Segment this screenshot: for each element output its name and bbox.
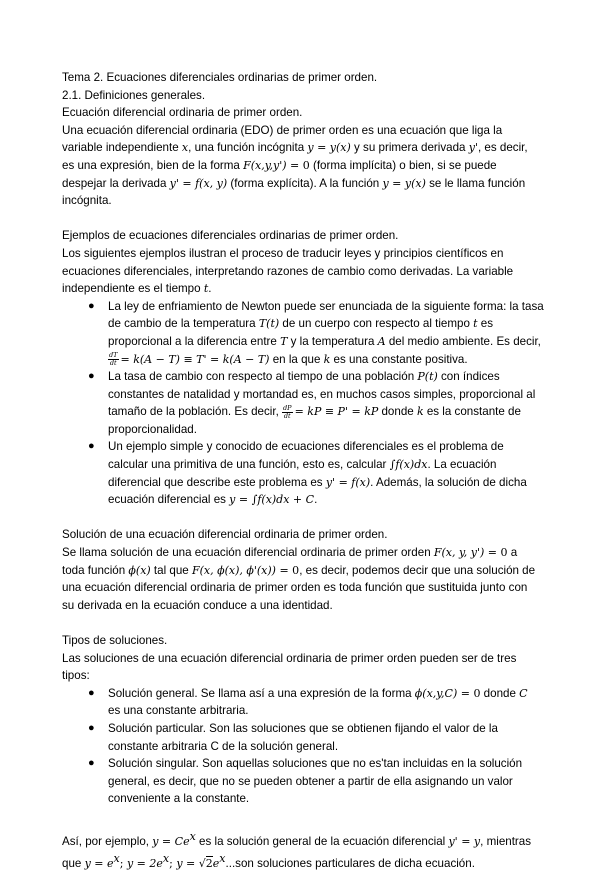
math-k: k: [416, 405, 424, 419]
math-y-eq: y =: [84, 857, 108, 871]
math-eq-zero: = 0: [457, 686, 481, 700]
list-item-line: proporcionalidad.: [108, 422, 197, 436]
subsection-heading-edo: Ecuación diferencial ordinaria de primer orden.: [62, 106, 303, 120]
math-t: t: [203, 282, 209, 296]
text-run: , es decir, podemos decir que una solución de: [299, 563, 536, 577]
math-x: x: [181, 141, 189, 155]
math-y-eq-yx: y = y(x): [382, 176, 426, 190]
fraction-dT-dt: $\frac{dT}{dt}$: [109, 350, 118, 367]
list-item-line: general, es decir, que no se pueden obtener a partir de ella asignando un valor: [108, 774, 513, 788]
text-run: Solución general. Se llama así a una expresión de la forma: [108, 686, 415, 700]
math-implicit-form: F(x, y, y'): [433, 546, 485, 560]
paragraph-line: Una ecuación diferencial ordinaria (EDO) de primer orden es una ecuación que liga la: [62, 123, 503, 137]
list-item-line: La ley de enfriamiento de Newton puede ser enunciada de la siguiente forma: la tasa: [108, 299, 544, 313]
blank-line: [62, 614, 552, 632]
list-item-line: constante arbitraria C de la solución general.: [108, 739, 339, 753]
list-item-line: [108, 685, 552, 703]
blank-line: [62, 808, 552, 826]
blank-line: [62, 210, 552, 228]
math-C: C: [519, 686, 528, 700]
text-run: a: [507, 546, 518, 560]
paragraph-line: [62, 157, 552, 175]
math-Pt: P(t): [417, 370, 438, 384]
list-item-line: constantes de natalidad y mortandad es, en muchos casos simples, proporcional al: [108, 387, 536, 401]
math-superscript-x: x: [219, 852, 226, 866]
text-run: se le llama función: [425, 176, 526, 190]
list-item-line: ecuación diferencial es y = ∫f(x)dx + C.: [108, 493, 318, 507]
text-run: con índices: [437, 370, 500, 384]
list-item-line: Solución particular. Son las soluciones que se obtienen fijando el valor de la: [108, 721, 498, 735]
text-run: proporcional a la diferencia entre: [108, 334, 281, 348]
paragraph-line: [62, 850, 552, 873]
examples-list: [62, 298, 552, 509]
list-item-line: [108, 315, 552, 333]
paragraph-line: una ecuación diferencial ordinaria de primer orden es toda función que sustituida junto con: [62, 581, 528, 595]
text-run: ...son soluciones particulares de dicha ecuación.: [225, 857, 475, 871]
math-yp-eq-fx: y' = f(x): [325, 475, 371, 489]
math-yp-eq-y: y' = y: [448, 834, 481, 848]
math-t: t: [473, 317, 478, 331]
math-sqrt-2: 2: [205, 857, 213, 871]
list-item-line: [108, 368, 552, 386]
text-run: independiente es el tiempo: [62, 282, 204, 296]
math-eq-zero: = 0: [286, 158, 310, 172]
paragraph-line: [62, 562, 552, 580]
paragraph-line: ecuaciones diferenciales, interpretando razones de cambio como derivadas. La variable: [62, 264, 514, 278]
text-run: , una función incógnita: [188, 141, 308, 155]
text-run: Se llama solución de una ecuación diferencial ordinaria de primer orden: [62, 546, 434, 560]
subsection-heading-solucion: Solución de una ecuación diferencial ordinaria de primer orden.: [62, 528, 388, 542]
text-run: es una expresión, bien de la forma: [62, 158, 244, 172]
math-eq-zero: = 0: [275, 563, 300, 577]
paragraph-line: [62, 544, 552, 562]
paragraph-line: [62, 828, 552, 851]
paragraph-line: su derivada en la ecuación conduce a una identidad.: [62, 598, 333, 612]
math-phi-xyC: ϕ(x,y,C): [414, 686, 458, 700]
text-run: y su primera derivada: [350, 141, 469, 155]
text-run: . Además, la solución de dicha: [370, 475, 527, 489]
math-superscript-x: x: [189, 829, 196, 843]
text-run: de un cuerpo con respecto al tiempo: [279, 317, 474, 331]
text-run: , mientras: [480, 834, 532, 848]
list-item-primitive: [62, 438, 552, 508]
list-item-line: [108, 403, 552, 421]
bullet-icon: ●: [88, 757, 95, 770]
math-y-eq: y =: [126, 857, 150, 871]
list-item-line: [108, 351, 552, 369]
section-heading: 2.1. Definiciones generales.: [62, 88, 206, 102]
solution-types-list: [62, 685, 552, 808]
document-page: [62, 69, 552, 873]
math-e: e: [107, 857, 114, 871]
list-item-line: Solución singular. Son aquellas soluciones que no es'tan incluidas en la solución: [108, 757, 523, 771]
list-item-line: Un ejemplo simple y conocido de ecuaciones diferenciales es el problema de: [108, 440, 504, 454]
math-F-phi: F(x, ϕ(x), ϕ'(x)): [191, 563, 276, 577]
list-item-newton: [62, 298, 552, 368]
text-run: , es decir,: [477, 141, 528, 155]
list-item-line: es una constante arbitraria.: [108, 704, 249, 718]
math-e: e: [212, 857, 220, 871]
math-superscript-x: x: [113, 852, 120, 866]
math-phi-x: ϕ(x): [128, 563, 151, 577]
text-run: (forma implícita) o bien, si se puede: [309, 158, 497, 172]
math-newton-law: = k(A − T) ≡ T' = k(A − T): [120, 352, 270, 366]
text-run: es: [477, 317, 494, 331]
list-item-line: conveniente a la constante.: [108, 792, 250, 806]
text-run: de cambio de la temperatura: [108, 317, 259, 331]
subsection-heading-ejemplos: Ejemplos de ecuaciones diferenciales ordinarias de primer orden.: [62, 229, 399, 243]
math-implicit-form: F(x,y,y'): [243, 158, 287, 172]
math-Tt: T(t): [258, 317, 280, 331]
paragraph-line: Los siguientes ejemplos ilustran el proceso de traducir leyes y principios científicos en: [62, 246, 504, 260]
math-separator: ;: [119, 857, 127, 871]
math-k: k: [323, 352, 331, 366]
text-run: donde: [480, 686, 520, 700]
math-separator: ;: [169, 857, 177, 871]
text-run: despejar la derivada: [62, 176, 170, 190]
text-run: Así, por ejemplo,: [62, 834, 153, 848]
text-run: es la constante de: [423, 405, 521, 419]
list-item-line: [108, 456, 552, 474]
list-item-population: [62, 368, 552, 438]
math-integral: ∫f(x)dx: [389, 458, 428, 472]
text-run: La tasa de cambio con respecto al tiempo de una población: [108, 370, 418, 384]
math-explicit-form: y' = f(x, y): [169, 176, 228, 190]
text-run: y la temperatura: [287, 334, 378, 348]
text-run: ecuación diferencial es: [108, 493, 230, 507]
text-run: . La ecuación: [427, 458, 497, 472]
text-run: del medio ambiente. Es decir,: [385, 334, 541, 348]
math-general-integral: y = ∫f(x)dx + C: [229, 493, 315, 507]
math-superscript-x: x: [162, 852, 170, 866]
bullet-icon: ●: [88, 370, 95, 383]
math-T: T: [280, 334, 288, 348]
sqrt-icon: √: [198, 857, 206, 871]
paragraph-line: Las soluciones de una ecuación diferencial ordinaria de primer orden pueden ser de tres: [62, 651, 517, 665]
bullet-icon: ●: [88, 721, 95, 734]
paragraph-line: tipos:: [62, 669, 90, 683]
paragraph-line: independiente es el tiempo t.: [62, 282, 212, 296]
subsection-heading-tipos: Tipos de soluciones.: [62, 634, 168, 647]
bullet-icon: ●: [88, 299, 95, 312]
math-y-eq: y =: [152, 834, 175, 848]
paragraph-line: incógnita.: [62, 194, 112, 208]
math-2e: 2e: [149, 857, 163, 871]
list-item-singular: [62, 755, 552, 808]
text-run: (forma explícita). A la función: [227, 176, 383, 190]
list-item-line: [108, 474, 552, 492]
text-run: es una constante positiva.: [330, 352, 468, 366]
text-run: donde: [378, 405, 417, 419]
text-run: que: [62, 857, 85, 871]
text-run: variable independiente: [62, 141, 182, 155]
math-Ce: Ce: [174, 834, 190, 848]
paragraph-line: [62, 139, 552, 157]
paragraph-line: [62, 175, 552, 193]
text-run: tal que: [150, 563, 192, 577]
document-title: Tema 2. Ecuaciones diferenciales ordinarias de primer orden.: [62, 71, 378, 84]
list-item-general: [62, 685, 552, 720]
math-y-eq: y =: [176, 857, 199, 871]
bullet-icon: ●: [88, 686, 95, 699]
math-A: A: [377, 334, 386, 348]
list-item-particular: [62, 720, 552, 755]
blank-line: [62, 509, 552, 527]
text-run: tamaño de la población. Es decir,: [108, 405, 283, 419]
list-item-line: [108, 333, 552, 351]
text-run: calcular una primitiva de una función, esto es, calcular: [108, 458, 390, 472]
text-run: es la solución general de la ecuación diferencial: [195, 834, 449, 848]
bullet-icon: ●: [88, 440, 95, 453]
math-y-eq-yx: y = y(x): [307, 141, 351, 155]
text-run: en la que: [269, 352, 324, 366]
math-population-law: = kP ≡ P' = kP: [294, 405, 379, 419]
text-run: diferencial que describe este problema es: [108, 475, 326, 489]
fraction-dP-dt: $\frac{dP}{dt}$: [283, 403, 292, 420]
math-yprime: y': [468, 141, 478, 155]
math-eq-zero: = 0: [484, 546, 508, 560]
text-run: toda función: [62, 563, 129, 577]
